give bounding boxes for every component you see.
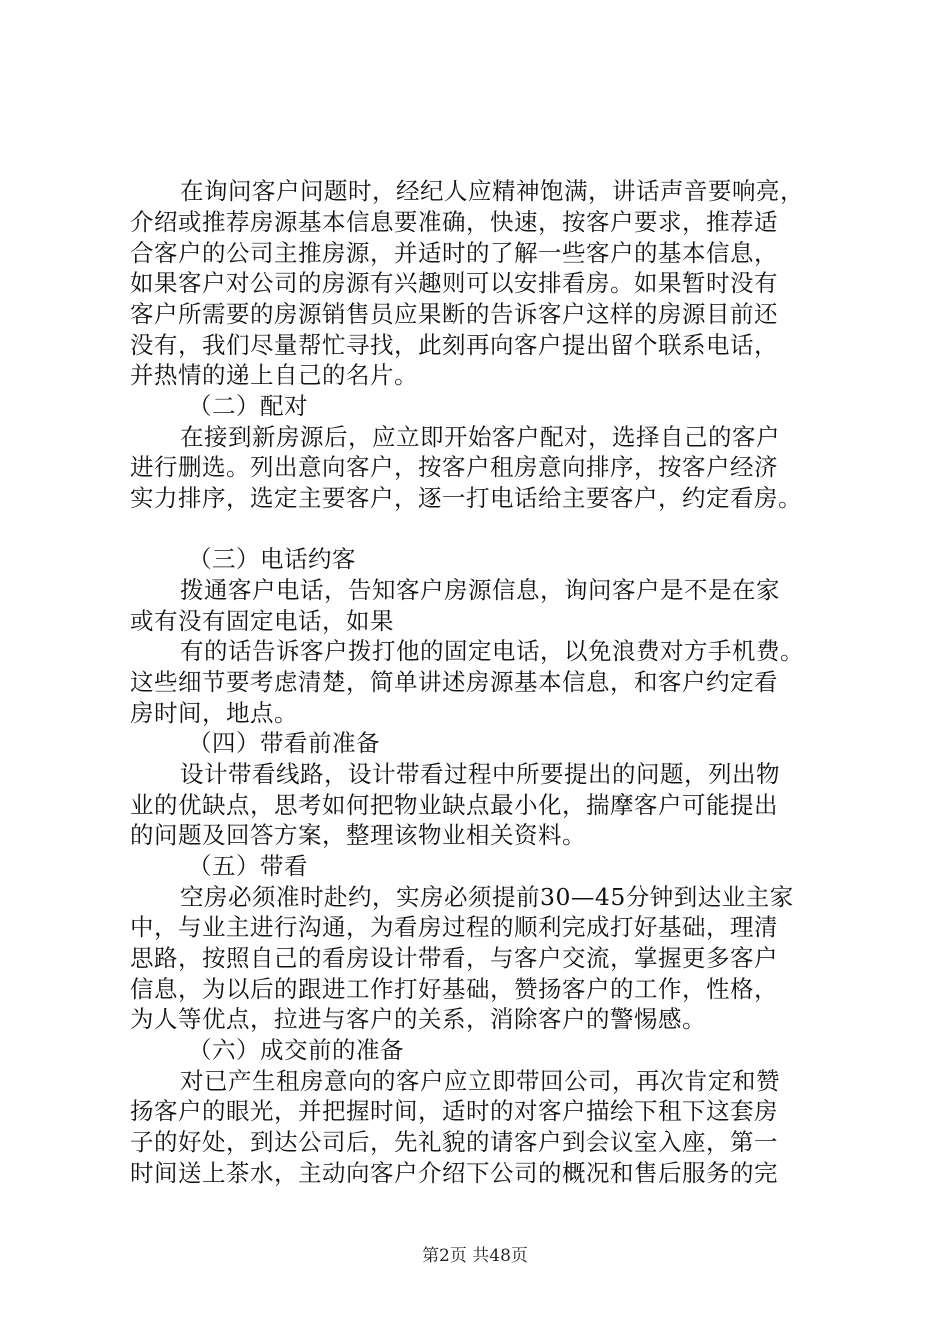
paragraph-line: 并热情的递上自己的名片。: [130, 361, 418, 389]
paragraph-line: 思路，按照自己的看房设计带看，与客户交流，掌握更多客户: [130, 944, 778, 972]
paragraph-line: 介绍或推荐房源基本信息要准确，快速，按客户要求，推荐适: [130, 208, 778, 236]
paragraph-line: 拨通客户电话，告知客户房源信息，询问客户是不是在家: [180, 576, 780, 604]
paragraph-line: 设计带看线路，设计带看过程中所要提出的问题，列出物: [180, 760, 780, 788]
paragraph-line: 在接到新房源后，应立即开始客户配对，选择自己的客户: [180, 423, 780, 451]
paragraph-line: 实力排序，选定主要客户，逐一打电话给主要客户，约定看房。: [130, 484, 802, 512]
paragraph-line: 进行删选。列出意向客户，按客户租房意向排序，按客户经济: [130, 453, 778, 481]
paragraph-line: 在询问客户问题时，经纪人应精神饱满，讲话声音要响亮，: [180, 177, 804, 205]
paragraph-line: 合客户的公司主推房源，并适时的了解一些客户的基本信息，: [130, 239, 778, 267]
section-heading: （二）配对: [188, 392, 308, 420]
section-heading: （六）成交前的准备: [188, 1036, 404, 1064]
paragraph-line: 或有没有固定电话，如果: [130, 607, 394, 635]
paragraph-line: 的问题及回答方案，整理该物业相关资料。: [130, 821, 586, 849]
paragraph-line: 如果客户对公司的房源有兴趣则可以安排看房。如果暂时没有: [130, 269, 778, 297]
paragraph-line: 时间送上茶水，主动向客户介绍下公司的概况和售后服务的完: [130, 1159, 778, 1187]
section-heading: （四）带看前准备: [188, 729, 380, 757]
paragraph-line: 没有，我们尽量帮忙寻找，此刻再向客户提出留个联系电话，: [130, 331, 778, 359]
paragraph-line: 客户所需要的房源销售员应果断的告诉客户这样的房源目前还: [130, 300, 778, 328]
paragraph-line: 有的话告诉客户拨打他的固定电话，以免浪费对方手机费。: [180, 637, 804, 665]
section-heading: （五）带看: [188, 852, 308, 880]
paragraph-line: 扬客户的眼光，并把握时间，适时的对客户描绘下租下这套房: [130, 1097, 778, 1125]
section-heading: （三）电话约客: [188, 545, 356, 573]
paragraph-line: 为人等优点，拉进与客户的关系，消除客户的警惕感。: [130, 1005, 706, 1033]
paragraph-line: 中，与业主进行沟通，为看房过程的顺利完成打好基础，理清: [130, 913, 778, 941]
paragraph-line: 对已产生租房意向的客户应立即带回公司，再次肯定和赞: [180, 1067, 780, 1095]
paragraph-line: 这些细节要考虑清楚，简单讲述房源基本信息，和客户约定看: [130, 668, 778, 696]
page-footer: 第2页 共48页: [422, 1246, 528, 1266]
paragraph-line: 业的优缺点，思考如何把物业缺点最小化，揣摩客户可能提出: [130, 791, 778, 819]
paragraph-line: 子的好处，到达公司后，先礼貌的请客户到会议室入座，第一: [130, 1128, 778, 1156]
paragraph-line: 房时间，地点。: [130, 699, 298, 727]
paragraph-line: 信息，为以后的跟进工作打好基础，赞扬客户的工作，性格，: [130, 975, 778, 1003]
paragraph-line: 空房必须准时赴约，实房必须提前30—45分钟到达业主家: [180, 883, 794, 911]
